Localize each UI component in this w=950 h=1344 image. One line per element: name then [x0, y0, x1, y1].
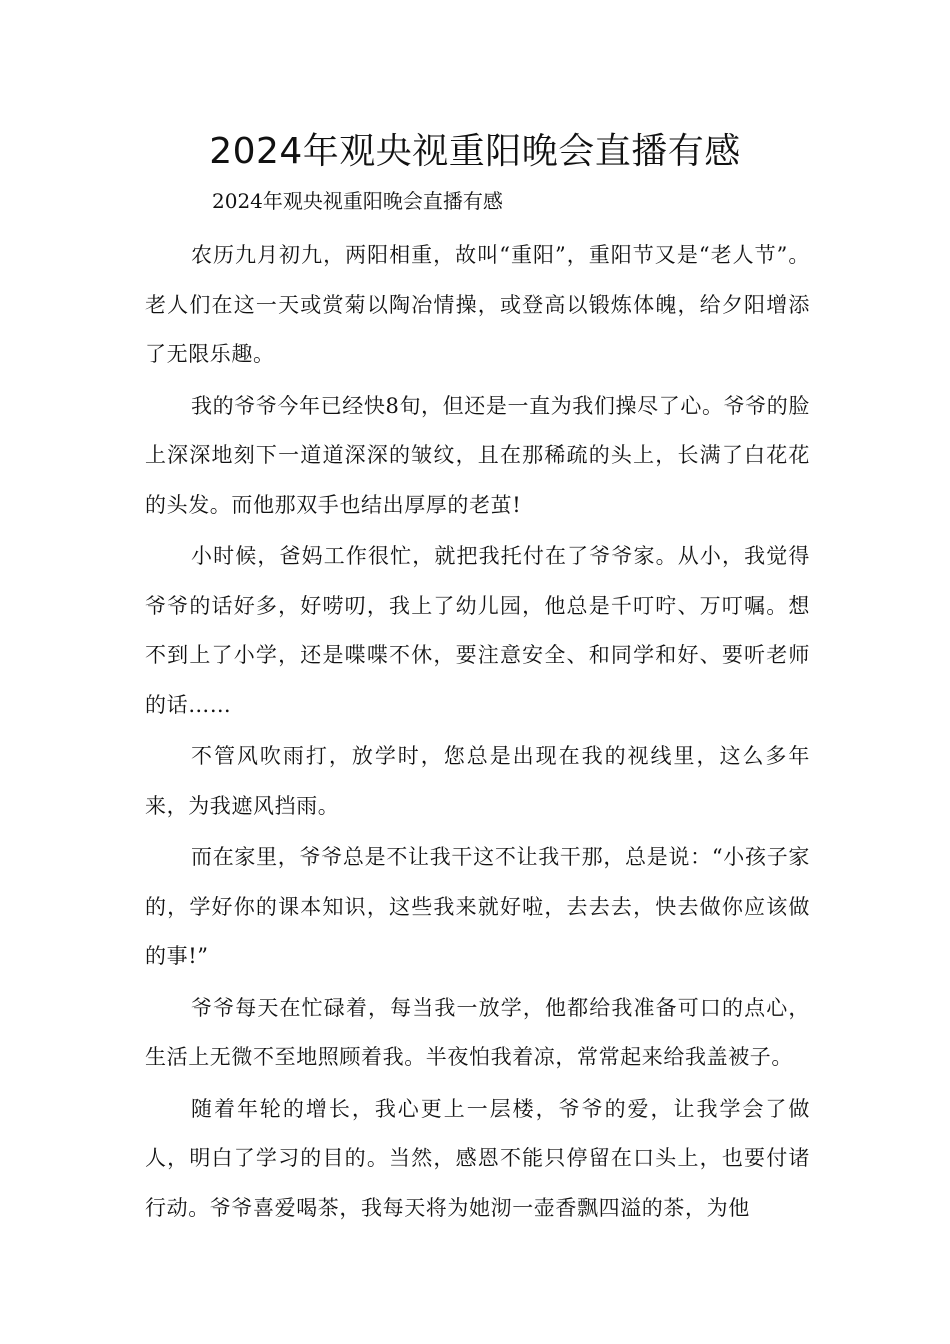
paragraph: 随着年轮的增长，我心更上一层楼，爷爷的爱，让我学会了做人，明白了学习的目的。当然，感恩不能只停留在口头上，也要付诸行动。爷爷喜爱喝茶，我每天将为她沏一壶香飘四溢的茶，为他 [145, 1096, 810, 1220]
document-title: 2024年观央视重阳晚会直播有感 [209, 131, 741, 172]
paragraph: 农历九月初九，两阳相重，故叫“重阳”，重阳节又是“老人节”。老人们在这一天或赏菊以陶冶情操，或登高以锻炼体魄，给夕阳增添了无限乐趣。 [145, 243, 810, 366]
document-subtitle: 2024年观央视重阳晚会直播有感 [212, 189, 503, 213]
paragraph: 我的爷爷今年已经快8旬，但还是一直为我们操尽了心。爷爷的脸上深深地刻下一道道深深的皱纹，且在那稀疏的头上，长满了白花花的头发。而他那双手也结出厚厚的老茧! [145, 393, 810, 517]
paragraph: 不管风吹雨打，放学时，您总是出现在我的视线里，这么多年来，为我遮风挡雨。 [145, 744, 810, 818]
paragraph: 爷爷每天在忙碌着，每当我一放学，他都给我准备可口的点心，生活上无微不至地照顾着我。半夜怕我着凉，常常起来给我盖被子。 [145, 995, 810, 1069]
paragraph: 小时候，爸妈工作很忙，就把我托付在了爷爷家。从小，我觉得爷爷的话好多，好唠叨，我上了幼儿园，他总是千叮咛、万叮嘱。想不到上了小学，还是喋喋不休，要注意安全、和同学和好、要听老师的话…… [145, 544, 810, 717]
document-body [145, 231, 810, 1235]
paragraph: 而在家里，爷爷总是不让我干这不让我干那，总是说：“小孩子家的，学好你的课本知识，这些我来就好啦，去去去，快去做你应该做的事!” [145, 845, 810, 968]
